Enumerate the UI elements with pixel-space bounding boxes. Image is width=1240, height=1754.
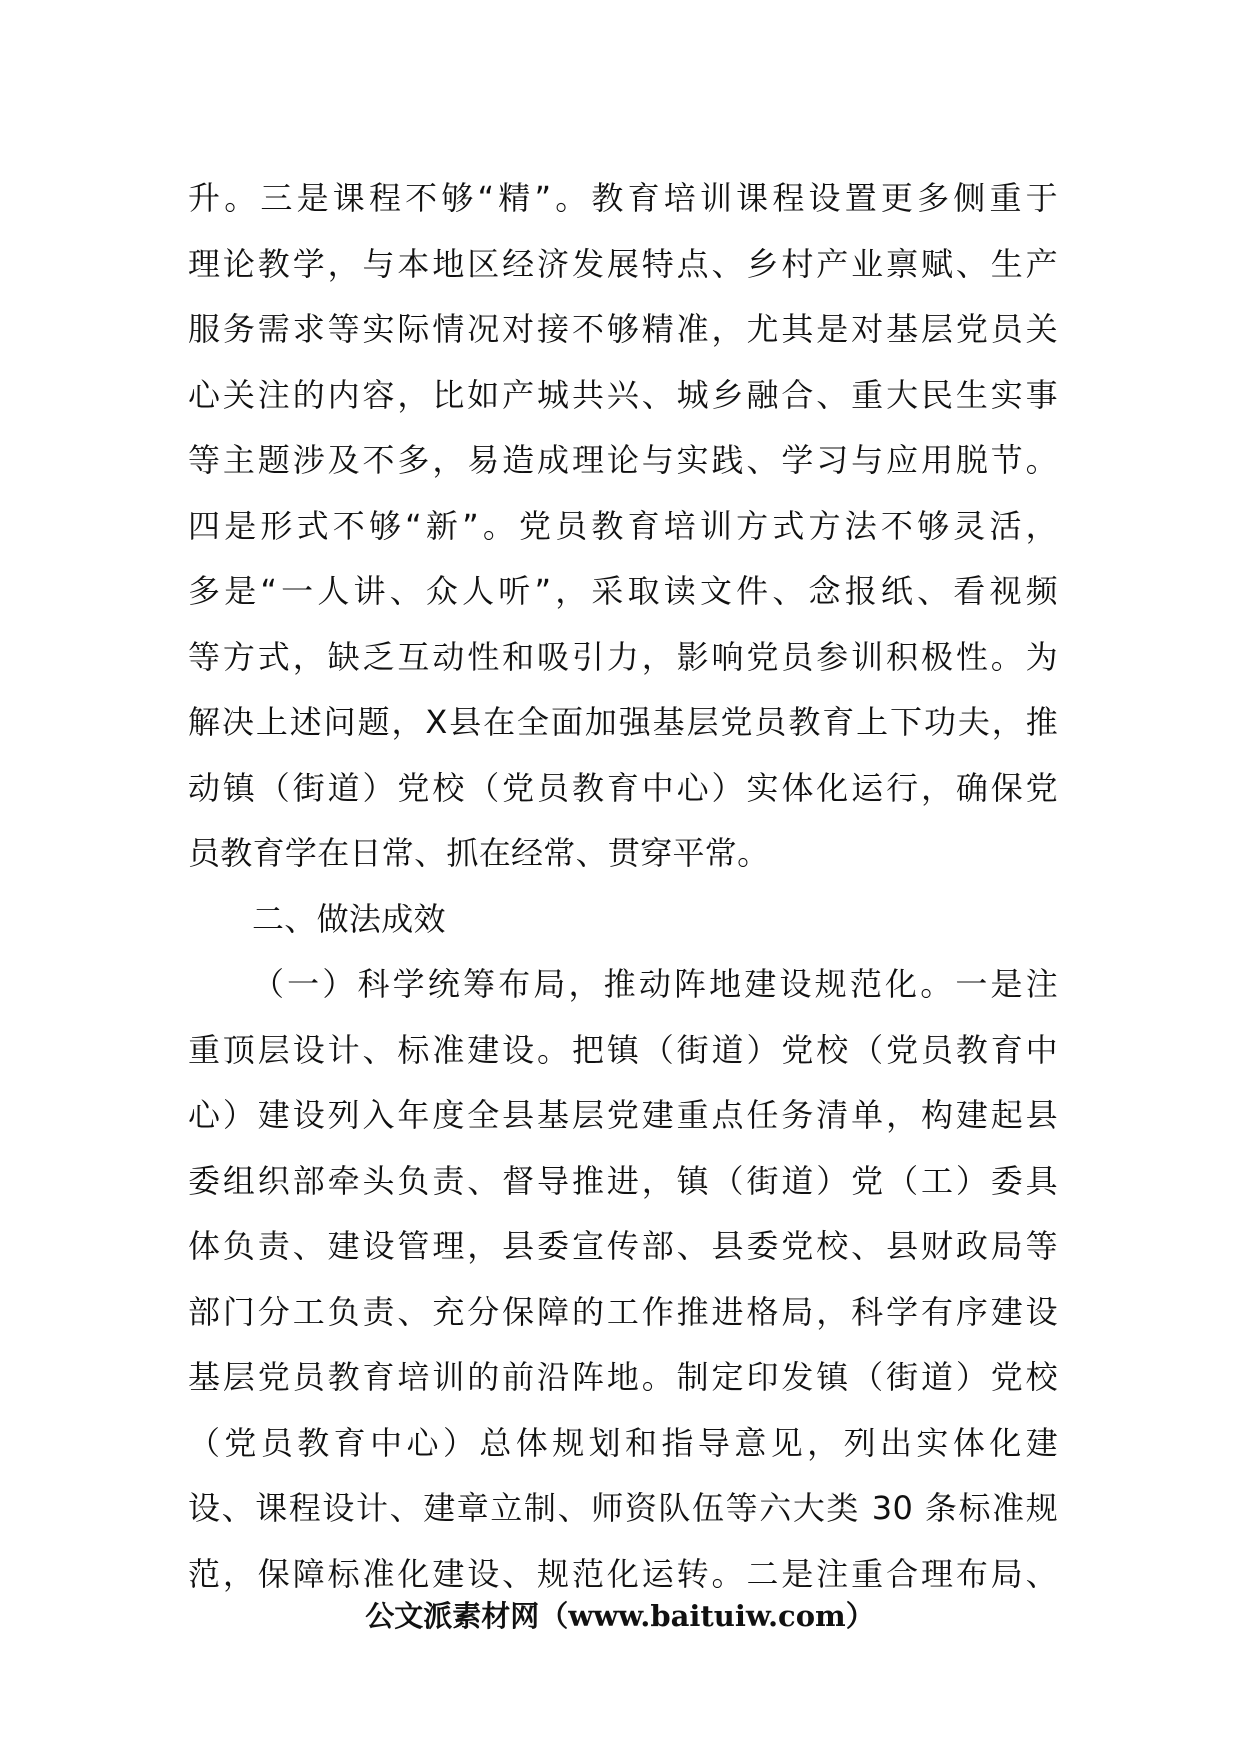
- section-heading: 二、做法成效: [252, 899, 446, 938]
- text-line: 基层党员教育培训的前沿阵地。制定印发镇（街道）党校: [188, 1358, 1058, 1396]
- text-line: 四是形式不够“新”。党员教育培训方式方法不够灵活，: [188, 506, 1058, 545]
- body-text: [188, 166, 1058, 1607]
- text-line: 等方式，缺乏互动性和吸引力，影响党员参训积极性。为: [188, 637, 1058, 676]
- text-line: 体负责、建设管理，县委宣传部、县委党校、县财政局等: [188, 1227, 1058, 1265]
- footer-watermark: 公文派素材网（www.baituiw.com）: [365, 1599, 875, 1633]
- text-line: 范，保障标准化建设、规范化运转。二是注重合理布局、: [188, 1554, 1058, 1593]
- text-line: 等主题涉及不多，易造成理论与实践、学习与应用脱节。: [188, 441, 1058, 479]
- text-line: 解决上述问题，X县在全面加强基层党员教育上下功夫，推: [188, 703, 1058, 741]
- text-line: 部门分工负责、充分保障的工作推进格局，科学有序建设: [188, 1292, 1058, 1331]
- text-line: 心）建设列入年度全县基层党建重点任务清单，构建起县: [188, 1096, 1058, 1134]
- text-line: （党员教育中心）总体规划和指导意见，列出实体化建: [188, 1423, 1058, 1462]
- text-line: 服务需求等实际情况对接不够精准，尤其是对基层党员关: [188, 310, 1058, 348]
- text-line: 委组织部牵头负责、督导推进，镇（街道）党（工）委具: [188, 1161, 1058, 1200]
- text-line: 理论教学，与本地区经济发展特点、乡村产业禀赋、生产: [188, 244, 1058, 283]
- text-line: 多是“一人讲、众人听”，采取读文件、念报纸、看视频: [188, 572, 1058, 610]
- text-line: 动镇（街道）党校（党员教育中心）实体化运行，确保党: [188, 768, 1058, 807]
- subsection-heading-line: （一）科学统筹布局，推动阵地建设规范化。一是注: [252, 965, 1058, 1003]
- text-line: 升。三是课程不够“精”。教育培训课程设置更多侧重于: [188, 179, 1058, 217]
- text-line: 设、课程设计、建章立制、师资队伍等六大类 30 条标准规: [188, 1489, 1058, 1527]
- text-line: 心关注的内容，比如产城共兴、城乡融合、重大民生实事: [188, 375, 1058, 414]
- text-line: 员教育学在日常、抓在经常、贯穿平常。: [188, 834, 770, 872]
- text-line: 重顶层设计、标准建设。把镇（街道）党校（党员教育中: [188, 1030, 1058, 1069]
